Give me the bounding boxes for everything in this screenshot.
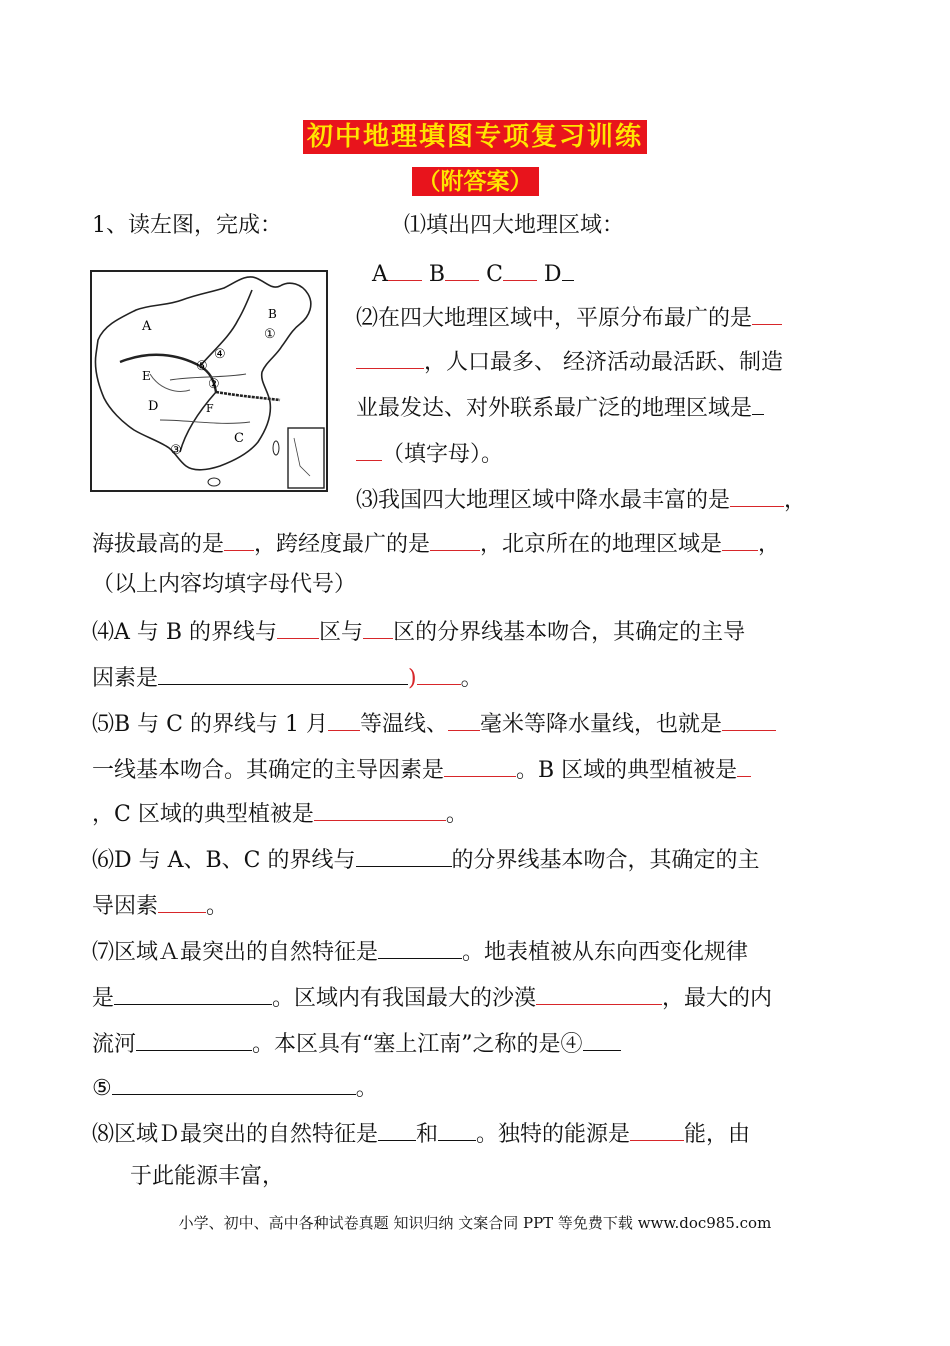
blank bbox=[378, 1118, 416, 1141]
blank bbox=[356, 844, 452, 867]
blank bbox=[224, 528, 254, 551]
map-label-2: ② bbox=[208, 377, 220, 392]
region-letter-c: C bbox=[486, 262, 503, 287]
blank bbox=[430, 528, 480, 551]
question-1-part-4-line-2: 因素是 ) 。 bbox=[92, 662, 483, 694]
blank bbox=[388, 258, 422, 281]
blank bbox=[536, 982, 662, 1005]
blank bbox=[158, 662, 408, 685]
question-1-part-2-line-1: ⑵在四大地理区域中，平原分布最广的是 bbox=[356, 302, 782, 334]
blank bbox=[112, 1072, 356, 1095]
blank bbox=[444, 754, 516, 777]
question-1-part-8-line-1: ⑻区域Ｄ最突出的自然特征是 和 。独特的能源是 能，由 bbox=[92, 1118, 750, 1150]
map-label-1: ① bbox=[264, 327, 276, 342]
blank bbox=[356, 438, 382, 461]
blank bbox=[752, 392, 764, 415]
question-1-part-7-line-1: ⑺区域Ａ最突出的自然特征是 。地表植被从东向西变化规律 bbox=[92, 936, 748, 968]
question-1-part-1: ⑴填出四大地理区域： bbox=[404, 213, 625, 238]
subtitle-text: （附答案） bbox=[412, 167, 539, 196]
question-1-part-5-line-2: 一线基本吻合。其确定的主导因素是 。B 区域的典型植被是 bbox=[92, 754, 751, 786]
blank bbox=[630, 1118, 684, 1141]
question-1-intro: 1、读左图，完成： bbox=[92, 213, 282, 238]
question-1-part-6-line-2: 导因素 。 bbox=[92, 890, 228, 922]
question-1-part-3-line-1: ⑶我国四大地理区域中降水最丰富的是 ， bbox=[356, 484, 806, 516]
map-label-4: ④ bbox=[214, 347, 226, 362]
map-label-3: ③ bbox=[170, 443, 182, 458]
blank bbox=[730, 484, 784, 507]
blank bbox=[562, 258, 574, 281]
map-label-c: C bbox=[234, 431, 244, 446]
blank bbox=[277, 616, 319, 639]
page-footer: 小学、初中、高中各种试卷真题 知识归纳 文案合同 PPT 等免费下载 www.doc985.com bbox=[178, 1214, 772, 1232]
region-letter-a: A bbox=[372, 262, 388, 287]
question-1-part-2-line-2: ，人口最多、 经济活动最活跃、制造 bbox=[356, 346, 783, 378]
question-1-part-2-line-3: 业最发达、对外联系最广泛的地理区域是 bbox=[356, 392, 764, 424]
document-title bbox=[0, 116, 950, 153]
region-letter-b: B bbox=[428, 262, 446, 287]
question-1-part-7-line-3: 流河 。本区具有“塞上江南”之称的是④ bbox=[92, 1028, 621, 1060]
blank bbox=[417, 662, 461, 685]
region-letter-d: D bbox=[543, 262, 562, 287]
map-svg bbox=[90, 270, 328, 492]
question-1-part-6-line-1: ⑹D 与 A、B、C 的界线与 的分界线基本吻合，其确定的主 bbox=[92, 844, 760, 876]
map-label-b: B bbox=[268, 307, 277, 321]
map-label-e: E bbox=[142, 369, 151, 383]
blank bbox=[363, 616, 393, 639]
blank bbox=[438, 1118, 476, 1141]
region-letters-row bbox=[372, 258, 574, 290]
blank bbox=[136, 1028, 252, 1051]
map-label-5: ⑤ bbox=[196, 359, 208, 374]
map-label-a: A bbox=[142, 319, 152, 334]
question-1-part-5-line-1: ⑸B 与 C 的界线与 1 月 等温线、 毫米等降水量线，也就是 bbox=[92, 708, 776, 740]
blank bbox=[448, 708, 480, 731]
blank bbox=[737, 754, 751, 777]
blank bbox=[114, 982, 272, 1005]
blank bbox=[158, 890, 206, 913]
blank bbox=[503, 258, 537, 281]
document-subtitle bbox=[0, 163, 950, 196]
blank bbox=[722, 708, 776, 731]
question-1-part-8-line-2: 于此能源丰富， bbox=[130, 1164, 285, 1189]
question-1-part-2-line-4: （填字母）。 bbox=[356, 438, 503, 470]
map-label-f: F bbox=[206, 402, 214, 415]
blank bbox=[752, 302, 782, 325]
question-1-part-5-line-3: ，C 区域的典型植被是 。 bbox=[92, 798, 468, 830]
blank bbox=[328, 708, 360, 731]
blank bbox=[722, 528, 758, 551]
question-1-part-3-line-2: 海拔最高的是 ，跨经度最广的是 ，北京所在的地理区域是 ， bbox=[92, 528, 780, 560]
blank bbox=[314, 798, 446, 821]
blank bbox=[378, 936, 462, 959]
question-1-part-3-note: （以上内容均填字母代号） bbox=[92, 572, 357, 597]
blank bbox=[583, 1028, 621, 1051]
question-1-part-4-line-1: ⑷A 与 B 的界线与 区与 区的分界线基本吻合，其确定的主导 bbox=[92, 616, 745, 648]
question-1-part-7-line-2: 是 。区域内有我国最大的沙漠 ，最大的内 bbox=[92, 982, 772, 1014]
blank bbox=[445, 258, 479, 281]
china-regions-map bbox=[90, 270, 328, 492]
blank bbox=[356, 346, 424, 369]
title-text: 初中地理填图专项复习训练 bbox=[303, 120, 647, 154]
map-label-d: D bbox=[148, 399, 159, 414]
question-1-part-7-line-4: ⑤ 。 bbox=[92, 1072, 378, 1104]
